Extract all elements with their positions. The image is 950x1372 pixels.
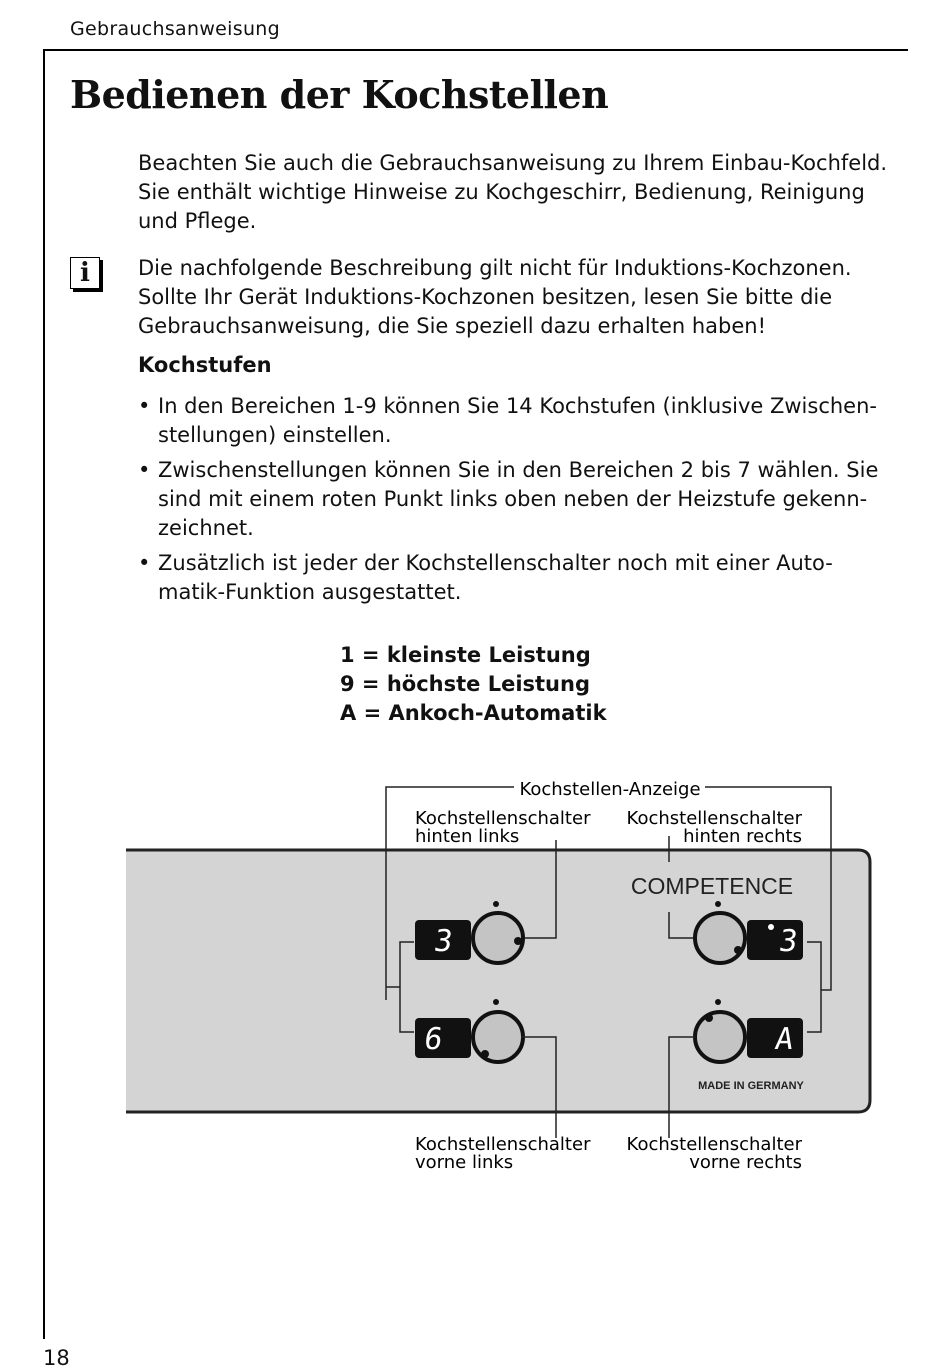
running-header: Gebrauchsanweisung <box>70 18 280 40</box>
label-front-left-line1: Kochstellenschalter <box>415 1134 591 1155</box>
knob-marker-dot <box>715 901 721 907</box>
label-back-left-line2: hinten links <box>415 826 520 847</box>
knob-marker-dot <box>715 999 721 1005</box>
info-icon: i <box>70 257 100 289</box>
made-in-label: MADE IN GERMANY <box>698 1080 804 1092</box>
power-legend <box>340 641 607 728</box>
knob-back-right <box>695 913 745 963</box>
intro-paragraph: Beachten Sie auch die Gebrauchsanweisung zu Ihrem Einbau-Kochfeld. Sie enthält wichtige Hinweise zu Kochgeschirr, Bedienung, Reinigung und Pflege. <box>138 151 888 233</box>
display-label: Kochstellen-Anzeige <box>519 779 701 800</box>
section-heading: Kochstufen <box>138 353 272 377</box>
page-title: Bedienen der Kochstellen <box>70 72 609 117</box>
legend-item-min: 1 = kleinste Leistung <box>340 643 591 667</box>
knob-front-right <box>695 1012 745 1062</box>
label-back-right-line2: hinten rechts <box>683 826 802 847</box>
knob-front-left <box>473 1012 523 1062</box>
label-back-left-line1: Kochstellenschalter <box>415 808 591 829</box>
label-back-right-line1: Kochstellenschalter <box>626 808 802 829</box>
legend-item-max: 9 = höchste Leistung <box>340 672 590 696</box>
knob-marker-dot <box>493 999 499 1005</box>
knob-back-right-pointer <box>734 946 742 954</box>
list-item: • In den Bereichen 1-9 können Sie 14 Kochstufen (inklusive Zwischen-stellungen) einstellen. <box>138 392 898 450</box>
knob-front-left-pointer <box>481 1050 489 1058</box>
display-back-right-value: 3 <box>776 924 800 959</box>
display-back-left-value: 3 <box>431 924 455 959</box>
brand-logo: COMPETENCE <box>630 873 794 899</box>
intermediate-step-dot <box>768 924 774 930</box>
label-front-right-line1: Kochstellenschalter <box>626 1134 802 1155</box>
label-front-left-line2: vorne links <box>415 1152 514 1173</box>
list-item: • Zwischenstellungen können Sie in den Bereichen 2 bis 7 wählen. Sie sind mit einem roten Punkt links oben neben der Heizstufe gekenn-zeichnet. <box>138 456 898 543</box>
bullet-list <box>138 392 898 613</box>
control-panel-diagram <box>0 770 950 1190</box>
info-paragraph: Die nachfolgende Beschreibung gilt nicht für Induktions-Kochzonen. Sollte Ihr Gerät Induktions-Kochzonen besitzen, lesen Sie bitte die Gebrauchsanweisung, die Sie speziell dazu erhalten haben! <box>138 256 852 338</box>
display-front-right-value: A <box>772 1022 796 1057</box>
legend-item-auto: A = Ankoch-Automatik <box>340 701 607 725</box>
header-rule <box>43 49 908 51</box>
knob-marker-dot <box>493 901 499 907</box>
label-front-right-line2: vorne rechts <box>689 1152 802 1173</box>
page-number: 18 <box>43 1346 70 1370</box>
display-front-left-value: 6 <box>421 1022 445 1057</box>
list-item: • Zusätzlich ist jeder der Kochstellenschalter noch mit einer Auto-matik-Funktion ausgestattet. <box>138 549 898 607</box>
knob-front-right-pointer <box>705 1014 713 1022</box>
knob-back-left-pointer <box>514 937 522 945</box>
